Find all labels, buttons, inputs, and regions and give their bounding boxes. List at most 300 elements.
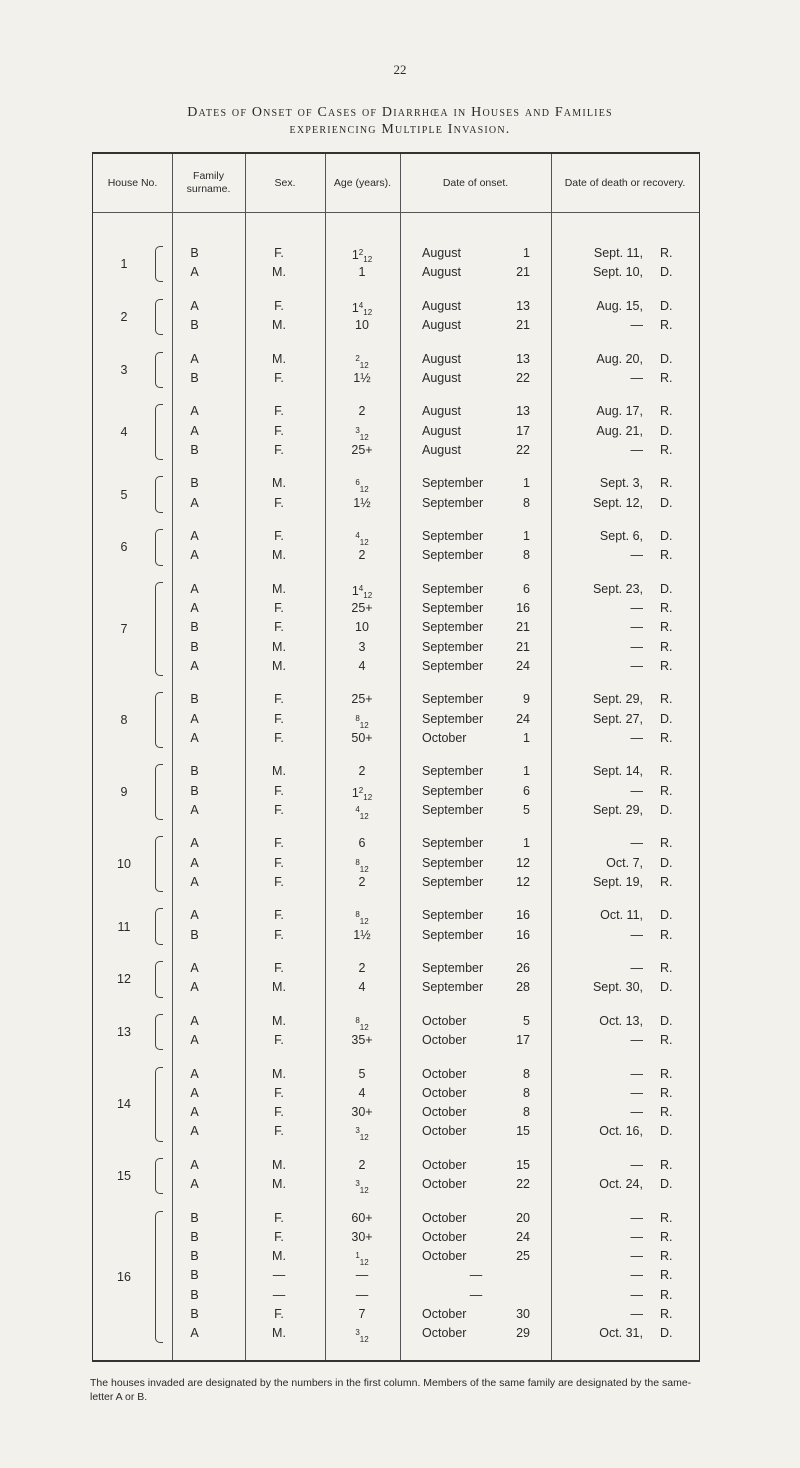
footnote: The houses invaded are designated by the numbers in the first column. Members of the same family are designated by the same-letter A or B. [90,1377,692,1403]
death-recovery-cell [552,763,699,779]
onset-day: 8 [523,1086,530,1100]
death-recovery-cell [552,639,699,655]
header-family-surname: Family surname. [186,170,231,195]
onset-day: 1 [523,529,530,544]
age-denominator: 12 [363,307,373,317]
onset-cell [400,423,552,439]
age-denominator: 12 [359,864,369,874]
sex-cell: F. [274,1124,284,1139]
age-numerator: 4 [358,300,364,310]
death-date: Oct. 7, [606,855,643,870]
family-cell: A [190,1177,199,1192]
sex-cell: M. [272,764,286,779]
age-denominator: 12 [363,254,373,264]
sex-cell: F. [274,1105,284,1120]
onset-month: September [422,711,484,726]
onset-month: October [422,1177,467,1192]
death-date: Oct. 24, [599,1177,643,1192]
sex-cell: F. [274,692,284,707]
onset-cell [400,960,552,976]
sex-cell: M. [272,476,286,491]
sex-cell: F. [274,601,284,616]
onset-month: September [422,658,484,673]
family-cell: A [190,874,199,889]
death-recovery-cell [552,245,699,261]
onset-month: August [422,246,461,260]
sex-cell: F. [274,874,284,889]
age-cell: — [355,1268,369,1283]
death-recovery-cell [552,528,699,544]
sex-cell: F. [274,802,284,817]
outcome: R. [660,1033,673,1048]
onset-cell [400,547,552,563]
sex-cell: F. [274,620,284,635]
onset-month: September [422,961,484,976]
death-recovery-cell [552,317,699,333]
onset-month: August [422,370,461,385]
onset-month: — [469,1287,483,1302]
death-date: — [630,927,643,942]
outcome: R. [660,692,673,707]
header-date-of-death-or-recovery: Date of death or recovery. [564,176,686,189]
death-date: — [630,730,643,745]
death-date: — [630,1230,643,1244]
onset-cell [400,1306,552,1322]
outcome: D. [660,423,673,438]
death-date: — [630,370,643,385]
onset-day: 15 [516,1124,530,1139]
onset-month: August [422,265,461,280]
age-denominator: 12 [363,792,373,802]
house-number: 3 [120,362,128,377]
age-cell: 25+ [351,692,373,707]
onset-month: October [422,1124,467,1139]
outcome: D. [660,298,673,313]
onset-day: 8 [523,548,530,563]
age-cell: 1½ [353,495,371,510]
outcome: D. [660,802,673,817]
onset-month: September [422,692,484,707]
onset-cell [400,855,552,871]
onset-month: September [422,476,484,491]
onset-cell [400,874,552,890]
sex-cell: M. [272,582,286,596]
family-cell: B [190,927,199,942]
onset-day: 17 [516,423,530,438]
family-cell: A [190,855,199,870]
onset-day: 17 [516,1033,530,1048]
death-date: Sept. 11, [593,246,643,260]
family-cell: B [190,1249,199,1264]
age-cell: 2 [358,764,366,779]
death-recovery-cell [552,370,699,386]
family-cell: A [190,836,199,851]
onset-cell [400,835,552,851]
age-cell [324,423,400,442]
onset-cell [400,351,552,367]
age-denominator: 12 [359,720,369,730]
outcome: D. [660,582,673,596]
onset-day: 24 [516,1230,530,1244]
death-recovery-cell [552,835,699,851]
death-recovery-cell [552,264,699,280]
death-recovery-cell [552,581,699,597]
outcome: D. [660,711,673,726]
death-date: Sept. 29, [592,802,643,817]
age-fraction [355,713,369,730]
family-cell: A [190,1014,199,1028]
death-date: — [630,1210,643,1225]
outcome: R. [660,442,673,457]
onset-month: October [422,1249,467,1264]
family-cell: A [190,1124,199,1139]
age-numerator: 1 [355,1251,360,1261]
house-number: 5 [120,487,128,502]
onset-cell [400,711,552,727]
onset-day: 9 [523,692,530,707]
onset-cell [400,1157,552,1173]
age-denominator: 12 [359,1185,369,1195]
onset-day: 1 [523,764,530,779]
death-date: Sept. 29, [592,692,643,707]
sex-cell: F. [274,370,284,385]
age-numerator: 2 [355,353,360,363]
outcome: D. [660,1326,673,1340]
age-numerator: 8 [355,857,360,867]
age-fraction [355,425,369,442]
sex-cell: M. [272,658,286,673]
onset-cell [400,1210,552,1226]
death-date: Sept. 27, [592,711,643,726]
age-cell: 2 [358,404,366,419]
outcome: R. [660,370,673,385]
outcome: R. [660,764,673,779]
death-date: — [630,620,643,635]
age-fraction [355,531,369,547]
outcome: D. [660,495,673,510]
page-title [0,104,800,138]
death-recovery-cell [552,1248,699,1264]
age-fraction [355,1328,369,1344]
death-date: Sept. 10, [592,265,643,280]
age-cell: 6 [358,836,366,851]
death-recovery-cell [552,960,699,976]
sex-cell: M. [272,1249,286,1264]
age-cell: 2 [358,874,366,889]
onset-cell [400,1248,552,1264]
family-cell: B [190,476,199,491]
age-cell: 50+ [351,730,373,745]
death-recovery-cell [552,423,699,439]
death-date: Aug. 17, [596,404,643,419]
death-recovery-cell [552,1267,699,1283]
onset-day: 22 [516,442,530,457]
age-denominator: 12 [359,1133,369,1143]
age-fraction [355,857,369,874]
onset-month: September [422,601,484,616]
onset-cell [400,1104,552,1120]
age-cell: 25+ [351,442,373,457]
outcome: R. [660,476,673,491]
sex-cell: M. [272,351,286,366]
onset-month: October [422,1326,467,1340]
age-denominator: 12 [359,360,369,370]
onset-cell [400,979,552,995]
house-number: 9 [120,785,128,800]
family-cell: B [190,1287,199,1302]
outcome: D. [660,529,673,544]
family-cell: B [190,639,199,654]
family-cell: B [190,620,199,635]
onset-cell [400,317,552,333]
family-cell: A [190,961,199,976]
age-denominator: 12 [363,590,373,600]
family-cell: A [190,1158,199,1172]
age-cell [324,528,400,547]
onset-month: August [422,442,461,457]
family-cell: A [190,1033,199,1048]
death-date: — [630,318,643,332]
onset-day: 5 [523,1014,530,1028]
death-recovery-cell [552,874,699,890]
onset-cell [400,1066,552,1082]
death-date: Aug. 21, [596,423,643,438]
age-numerator: 4 [355,804,360,814]
outcome: D. [660,1177,673,1192]
age-denominator: 12 [359,1022,369,1032]
sex-cell: F. [274,836,284,851]
family-cell: B [190,246,199,260]
family-cell: A [190,351,199,366]
age-cell: 2 [358,1158,366,1172]
outcome: R. [660,548,673,563]
onset-cell [400,1325,552,1341]
header-age: Age (years). [333,176,392,189]
onset-month: September [422,908,484,923]
death-date: Oct. 16, [599,1124,643,1139]
age-numerator: 3 [355,1126,360,1136]
death-recovery-cell [552,927,699,943]
sex-cell: F. [274,298,284,313]
onset-month: September [422,783,484,798]
onset-cell [400,783,552,799]
sex-cell: F. [274,855,284,870]
onset-cell [400,907,552,923]
age-cell: 10 [355,318,369,332]
onset-cell [400,442,552,458]
family-cell: A [190,601,199,616]
family-cell: B [190,783,199,798]
death-date: Oct. 31, [599,1326,643,1340]
death-recovery-cell [552,495,699,511]
death-date: Aug. 20, [596,351,643,366]
onset-day: 25 [516,1249,530,1264]
onset-day: 1 [523,836,530,851]
onset-month: October [422,1306,467,1321]
family-cell: B [190,1268,199,1283]
sex-cell: F. [274,495,284,510]
age-cell: 1½ [353,370,371,385]
onset-day: 5 [523,802,530,817]
onset-day: 21 [516,639,530,654]
outcome: D. [660,908,673,923]
death-date: Oct. 11, [600,908,643,923]
death-date: — [630,783,643,798]
age-cell: 60+ [351,1210,373,1225]
outcome: R. [660,246,673,260]
sex-cell: F. [274,529,284,544]
onset-month: September [422,855,484,870]
header-house-no: House No. [107,176,158,189]
family-cell: A [190,908,199,923]
age-numerator: 3 [355,425,360,435]
onset-day: 21 [516,620,530,635]
death-recovery-cell [552,1066,699,1082]
death-date: — [630,1086,643,1100]
outcome: R. [660,874,673,889]
sex-cell: — [272,1268,286,1283]
death-date: — [630,1066,643,1081]
onset-month: September [422,802,484,817]
age-cell: 1 [358,265,366,280]
age-cell [324,802,400,821]
sex-cell: F. [274,1306,284,1321]
outcome: R. [660,1066,673,1081]
outcome: D. [660,855,673,870]
death-date: — [630,1287,643,1302]
onset-cell [400,1229,552,1245]
death-date: — [630,658,643,673]
diarrhoea-cases-table [92,152,700,1362]
death-date: — [630,1249,643,1264]
death-recovery-cell [552,907,699,923]
sex-cell: F. [274,1086,284,1100]
outcome: R. [660,1268,673,1283]
onset-month: August [422,351,461,366]
death-recovery-cell [552,1104,699,1120]
age-fraction [355,804,369,821]
onset-day: 12 [516,855,530,870]
onset-month: September [422,620,484,635]
onset-month: August [422,423,461,438]
onset-day: 28 [516,980,530,995]
onset-cell [400,763,552,779]
onset-month: August [422,318,461,332]
death-recovery-cell [552,1123,699,1139]
death-date: — [630,1105,643,1120]
outcome: R. [660,1230,673,1244]
onset-month: October [422,730,467,745]
outcome: R. [660,1105,673,1120]
onset-month: October [422,1105,467,1120]
age-cell: $1^2_{12}$ [351,785,373,802]
age-cell: 5 [358,1066,366,1081]
outcome: R. [660,404,673,419]
death-recovery-cell [552,619,699,635]
death-date: — [630,601,643,616]
death-date: Sept. 3, [599,476,643,491]
sex-cell: F. [274,711,284,726]
age-cell: 10 [355,620,369,635]
age-fraction [355,1251,369,1267]
sex-cell: M. [272,1158,286,1172]
house-number: 10 [117,857,131,872]
onset-month: September [422,495,484,510]
family-cell: B [190,1306,199,1321]
family-cell: A [190,730,199,745]
onset-day: 6 [523,783,530,798]
outcome: D. [660,1124,673,1139]
age-cell: 4 [358,658,366,673]
onset-day: 22 [516,370,530,385]
family-cell: B [190,370,199,385]
outcome: R. [660,601,673,616]
onset-day: 13 [516,351,530,366]
age-fraction [355,910,369,927]
onset-cell [400,403,552,419]
sex-cell: M. [272,318,286,332]
age-cell: $1^4_{12}$ [351,584,373,600]
death-date: Aug. 15, [596,298,643,313]
outcome: R. [660,639,673,654]
onset-day: 30 [516,1306,530,1321]
onset-month: August [422,404,461,419]
onset-cell [400,581,552,597]
family-cell: A [190,1105,199,1120]
age-numerator: 3 [355,1328,360,1337]
death-recovery-cell [552,547,699,563]
outcome: R. [660,927,673,942]
family-cell: B [190,764,199,779]
onset-cell [400,495,552,511]
death-date: — [630,1268,643,1283]
death-recovery-cell [552,1157,699,1173]
sex-cell: F. [274,404,284,419]
death-date: — [630,1306,643,1321]
age-cell [324,711,400,730]
header-date-of-onset: Date of onset. [442,176,509,189]
death-recovery-cell [552,1210,699,1226]
onset-day: 21 [516,265,530,280]
age-fraction [355,1016,369,1032]
family-cell: A [190,298,199,313]
age-numerator: 8 [355,910,360,920]
death-recovery-cell [552,1085,699,1101]
onset-month: October [422,1210,467,1225]
house-number: 14 [117,1097,131,1112]
death-recovery-cell [552,711,699,727]
age-cell [324,1248,400,1267]
house-number: 13 [117,1025,131,1040]
sex-cell: F. [274,1210,284,1225]
house-number: 4 [120,425,128,440]
sex-cell: F. [274,1033,284,1048]
house-number: 2 [120,310,128,324]
onset-cell [400,730,552,746]
outcome: R. [660,783,673,798]
onset-cell [400,1085,552,1101]
age-cell: 3 [358,639,366,654]
house-number: 7 [120,622,128,636]
outcome: D. [660,1014,673,1028]
sex-cell: M. [272,265,286,280]
family-cell: A [190,548,199,563]
age-numerator: 3 [355,1179,360,1189]
death-date: Sept. 12, [592,495,643,510]
onset-month: October [422,1158,467,1172]
age-denominator: 12 [359,811,369,821]
onset-cell [400,927,552,943]
